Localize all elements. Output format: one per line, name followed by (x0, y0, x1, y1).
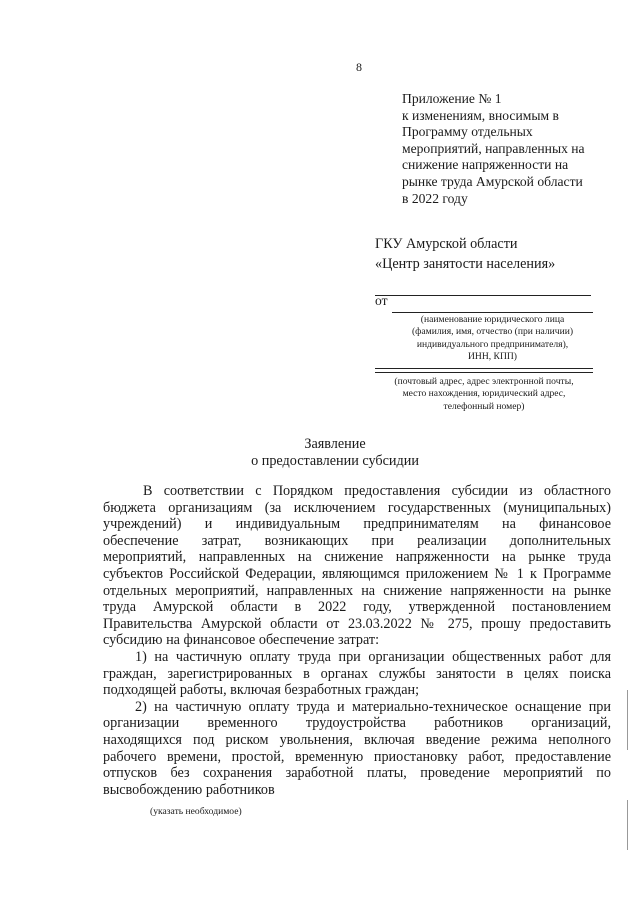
body-line: Правительства Амурской области от 23.03.2022 № 275, прошу предоставить (103, 615, 611, 632)
appendix-line: Приложение № 1 (402, 91, 502, 106)
body-line: бюджета организациям (за исключением государственных (муниципальных) (103, 499, 611, 516)
title-line-2: о предоставлении субсидии (251, 452, 419, 469)
from-label: от (375, 293, 388, 308)
body-line: обеспечение затрат, возникающих при реализации дополнительных (103, 532, 611, 549)
address-caption (375, 376, 593, 413)
appendix-line: Программу отдельных (402, 124, 533, 140)
caption-line: индивидуального предпринимателя), (416, 338, 569, 350)
appendix-line: мероприятий, направленных на (402, 140, 585, 156)
specify-note: (указать необходимое) (150, 806, 242, 817)
body-line: организации временного трудоустройства работников организаций, (103, 715, 611, 732)
body-line: находящихся под риском увольнения, включая введение режима неполного (103, 731, 611, 748)
body-line: граждан, зарегистрированных в органах службы занятости в целях поиска (103, 665, 611, 682)
addressee-block (375, 235, 555, 274)
caption-line: (фамилия, имя, отчество (при наличии) (411, 326, 574, 338)
appendix-line: к изменениям, вносимым в (402, 107, 559, 123)
caption-line: ИНН, КПП) (467, 350, 518, 362)
body-line: труда Амурской области в 2022 году, утвержденной постановлением (103, 599, 611, 616)
body-line: 1) на частичную оплату труда при организации общественных работ для (135, 648, 611, 665)
caption-line: (почтовый адрес, адрес электронной почты, (394, 376, 574, 387)
body-line: высвобождению работников (103, 781, 275, 798)
body-line: субъектов Российской Федерации, являющимся приложением № 1 к Программе (103, 565, 611, 582)
body-line: мероприятий, направленных на снижение напряженности на рынке труда (103, 549, 611, 566)
applicant-name-line (392, 312, 593, 313)
addressee-line: ГКУ Амурской области (375, 236, 518, 252)
appendix-line: рынке труда Амурской области (402, 173, 583, 189)
scan-edge-mark (627, 800, 628, 850)
body-line: подходящей работы, включая безработных граждан; (103, 682, 420, 699)
blank-line-top (375, 295, 591, 296)
caption-line: место нахождения, юридический адрес, (402, 388, 566, 400)
appendix-heading (402, 91, 612, 207)
title-line-1: Заявление (304, 436, 366, 452)
body-line: субсидию на финансовое обеспечение затрат: (103, 632, 380, 649)
address-line (375, 372, 593, 373)
body-line: отдельных мероприятий, направленных на снижение напряженности на рынке (103, 582, 611, 599)
caption-line: (наименование юридического лица (420, 314, 565, 325)
body-line: рабочего времени, простой, временную приостановку работ, предоставление (103, 748, 611, 765)
page-number: 8 (356, 60, 362, 74)
body-line: В соответствии с Порядком предоставления субсидии из областного (143, 483, 611, 499)
blank-line-middle (375, 368, 593, 369)
document-title (200, 436, 470, 469)
scan-edge-mark (627, 690, 628, 750)
addressee-line: «Центр занятости населения» (375, 255, 556, 272)
body-line: учреждений) и индивидуальным предпринимателям на финансовое (103, 516, 611, 533)
applicant-caption (392, 314, 593, 363)
application-body (103, 483, 611, 798)
body-line: 2) на частичную оплату труда и материально-техническое оснащение при (135, 698, 611, 715)
appendix-line: в 2022 году (402, 190, 468, 206)
appendix-line: снижение напряженности на (402, 157, 569, 173)
body-line: отпусков без сохранения заработной платы, проведение мероприятий по (103, 765, 611, 782)
caption-line: телефонный номер) (443, 400, 525, 412)
